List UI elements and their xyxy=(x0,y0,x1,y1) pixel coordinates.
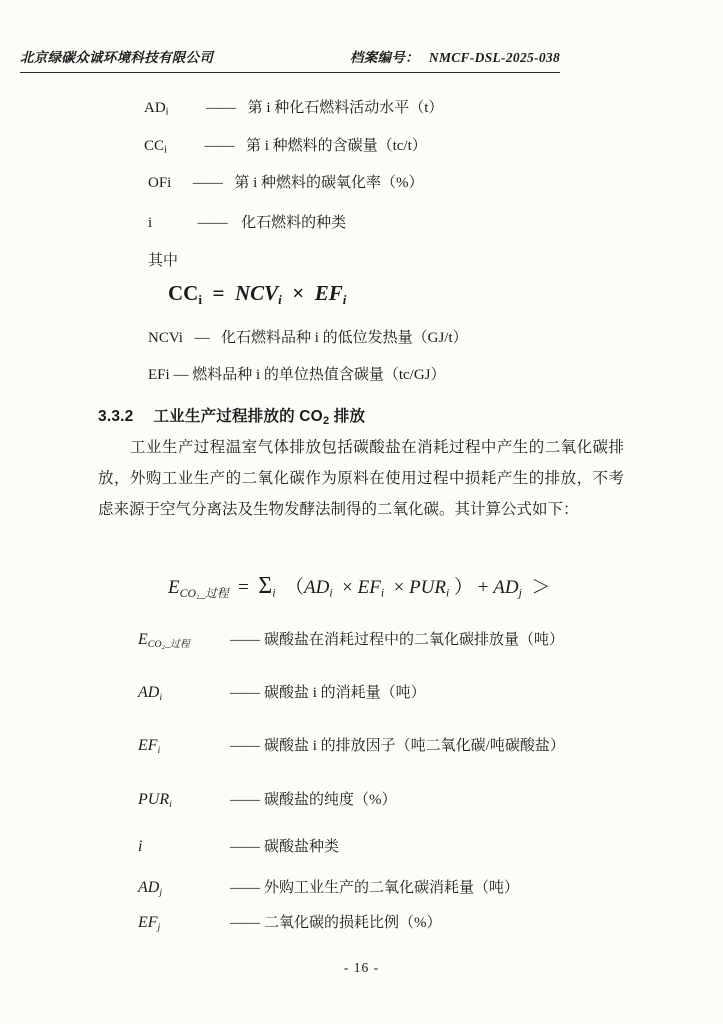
definition-e-co2: ECO₂_过程 —— 碳酸盐在消耗过程中的二氧化碳排放量（吨） xyxy=(138,631,565,650)
definition-pur-i: PURi —— 碳酸盐的纯度（%） xyxy=(138,791,397,810)
definition-ef-j: EFj —— 二氧化碳的损耗比例（%） xyxy=(138,914,442,933)
definition-symbol: ECO₂_过程 xyxy=(138,631,190,650)
definition-symbol: ADj xyxy=(138,879,163,898)
section-heading-3-3-2: 3.3.2 工业生产过程排放的 CO2 排放 xyxy=(98,408,366,427)
header-company: 北京绿碳众诚环境科技有限公司 xyxy=(20,50,214,65)
page-number: - 16 - xyxy=(343,960,380,975)
definition-ad-i: ADi —— 碳酸盐 i 的消耗量（吨） xyxy=(138,684,426,703)
header-archive-number: NMCF-DSL-2025-038 xyxy=(428,50,560,65)
definition-ad: $AD_i$ —— 第 i 种化石燃料活动水平（t） xyxy=(144,100,444,118)
definition-symbol: PURi xyxy=(138,791,172,810)
definition-symbol: EFi xyxy=(138,737,161,756)
definition-i-type: i —— 碳酸盐种类 xyxy=(138,838,340,855)
definition-ef: EFi — 燃料品种 i 的单位热值含碳量（tc/GJ） xyxy=(148,367,446,383)
header-archive-label: 档案编号： xyxy=(349,50,419,65)
header-divider xyxy=(20,72,560,73)
formula-co2-process: ECO₂_过程 = Σi （ADi × EFi × PURi ） + ADj ＞ xyxy=(168,573,551,600)
definition-ef-i: EFi —— 碳酸盐 i 的排放因子（吨二氧化碳/吨碳酸盐） xyxy=(138,737,565,756)
definition-cc: $CC_i$ —— 第 i 种燃料的含碳量（tc/t） xyxy=(144,138,427,156)
definition-ad-j: ADj —— 外购工业生产的二氧化碳消耗量（吨） xyxy=(138,879,520,898)
qizhong-label: 其中 xyxy=(148,253,179,269)
definition-i: i —— 化石燃料的种类 xyxy=(148,215,347,231)
page-header xyxy=(20,46,560,66)
body-paragraph: 工业生产过程温室气体排放包括碳酸盐在消耗过程中产生的二氧化碳排放，外购工业生产的二氧化碳作为原料在使用过程中损耗产生的排放，不考虑来源于空气分离法及生物发酵法制得的二氧化碳。其计算公式如下： xyxy=(98,439,624,518)
definition-symbol: i xyxy=(138,838,143,855)
definition-symbol: ADi xyxy=(138,684,163,703)
definition-symbol: EFj xyxy=(138,914,161,933)
formula-carbon-content: CCi = NCVi × EFi xyxy=(168,281,347,307)
definition-of: OFi —— 第 i 种燃料的碳氧化率（%） xyxy=(148,175,424,191)
definition-ncv: NCVi — 化石燃料品种 i 的低位发热量（GJ/t） xyxy=(148,330,468,346)
